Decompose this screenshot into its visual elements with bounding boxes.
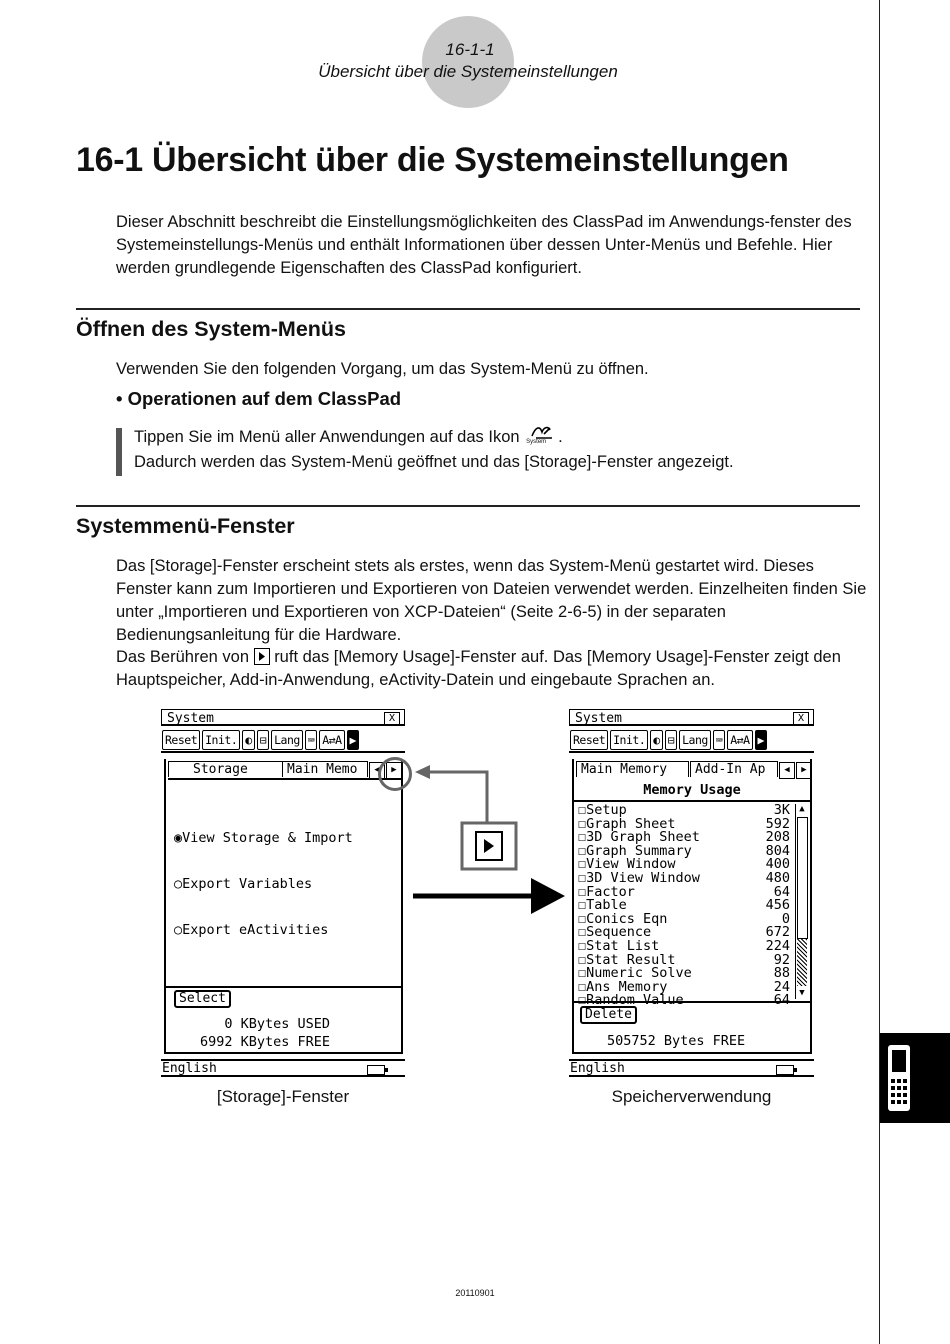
memory-window — [569, 709, 814, 1081]
tab-row — [166, 759, 401, 779]
option-view-storage[interactable]: ◉View Storage & Import — [174, 830, 353, 846]
footer-code: 20110901 — [455, 1288, 495, 1298]
tab-storage[interactable]: Storage — [168, 761, 283, 777]
battery-settings-icon[interactable]: ⊟ — [665, 730, 677, 750]
margin-line — [879, 0, 880, 1344]
option-export-variables[interactable]: ○Export Variables — [174, 876, 313, 892]
status-bar — [161, 1059, 405, 1077]
title-bar — [569, 709, 814, 726]
reset-button[interactable]: Reset — [162, 730, 200, 750]
left-arrow-icon[interactable]: ◀ — [779, 762, 795, 779]
memory-row-name: ☐Graph Sheet — [578, 815, 676, 832]
tab-main-memory[interactable]: Main Memory — [576, 761, 689, 777]
battery-settings-icon[interactable]: ⊟ — [257, 730, 269, 750]
caption-memory: Speicherverwendung — [611, 1087, 772, 1106]
contrast-icon[interactable]: ◐ — [650, 730, 662, 750]
system-app-icon — [524, 424, 558, 448]
title-bar — [161, 709, 405, 726]
memory-row-value: 88 — [773, 965, 790, 982]
app-title: System — [167, 711, 214, 726]
memory-row-value: 480 — [765, 870, 790, 886]
right-arrow-icon[interactable]: ▶ — [796, 762, 812, 779]
battery-icon — [776, 1065, 794, 1075]
step-1-end: . — [558, 428, 563, 446]
kbytes-used: 0 KBytes USED — [200, 1016, 331, 1032]
init-button[interactable]: Init. — [610, 730, 648, 750]
right-arrow-icon[interactable]: ▶ — [347, 730, 359, 750]
battery-icon — [367, 1065, 385, 1075]
connector-arrows — [405, 760, 575, 920]
calculator-icon — [880, 1033, 950, 1123]
scroll-thumb[interactable] — [797, 817, 808, 939]
contrast-icon[interactable]: ◐ — [242, 730, 254, 750]
right-arrow-button-icon — [254, 648, 270, 665]
memory-row-value: 24 — [773, 978, 790, 995]
system-icon-label: System — [526, 439, 547, 445]
memory-row-value: 3K — [773, 802, 790, 818]
memory-row-value: 0 — [781, 910, 790, 927]
option-export-eactivities[interactable]: ○Export eActivities — [174, 922, 329, 938]
memory-row-value: 64 — [773, 992, 790, 1009]
reset-button[interactable]: Reset — [570, 730, 608, 750]
memory-row-name: ☐3D View Window — [578, 870, 700, 886]
scroll-down-icon[interactable]: ▼ — [799, 988, 805, 998]
init-button[interactable]: Init. — [202, 730, 240, 750]
section1-text: Verwenden Sie den folgenden Vorgang, um das System-Menü zu öffnen. — [116, 360, 649, 378]
page-number: 16-1-1 — [445, 40, 495, 59]
scrollbar[interactable] — [795, 804, 808, 999]
memory-panel — [572, 759, 812, 1009]
step-1-text: Tippen Sie im Menü aller Anwendungen auf das Ikon — [134, 428, 520, 446]
memory-row-value: 672 — [765, 924, 790, 941]
right-arrow-icon[interactable]: ▶ — [755, 730, 767, 750]
memory-row-name: ☐Sequence — [578, 924, 652, 941]
scroll-up-icon[interactable]: ▲ — [799, 804, 805, 814]
intro-paragraph: Dieser Abschnitt beschreibt die Einstellungsmöglichkeiten des ClassPad im Anwendungs-fenster des Systemeinstellungs-Menüs und enthält Informationen über dessen Unter-Menüs und Befehle. Hier werden grundlegende Eigenschaften des ClassPad konfiguriert. — [116, 213, 852, 277]
memory-row-value: 592 — [765, 815, 790, 832]
close-icon[interactable]: X — [384, 712, 400, 726]
memory-row-value: 64 — [773, 883, 790, 900]
delete-button[interactable]: Delete — [580, 1006, 637, 1024]
memory-usage-heading: Memory Usage — [574, 780, 810, 802]
memory-row-name: ☐Stat Result — [578, 951, 676, 968]
close-icon[interactable]: X — [793, 712, 809, 726]
app-title: System — [575, 711, 622, 726]
memory-row-name: ☐Ans Memory — [578, 978, 668, 995]
lang-button[interactable]: Lang — [271, 730, 303, 750]
bytes-free: 505752 Bytes FREE — [607, 1033, 746, 1049]
keyboard-icon[interactable]: ⌨ — [305, 730, 317, 750]
caption-storage: [Storage]-Fenster — [216, 1087, 350, 1106]
memory-row-value: 224 — [765, 938, 790, 954]
left-arrow-icon[interactable]: ◀ — [369, 762, 385, 779]
memory-row-name: ☐Setup — [578, 802, 627, 818]
memory-row-name: ☐Numeric Solve — [578, 965, 692, 982]
status-bar — [569, 1059, 814, 1077]
storage-footer — [164, 988, 403, 1054]
memory-row-name: ☐View Window — [578, 856, 676, 873]
keyboard-icon[interactable]: ⌨ — [713, 730, 725, 750]
memory-row-value: 804 — [765, 842, 790, 859]
language-label: English — [570, 1061, 625, 1076]
memory-row-name: ☐3D Graph Sheet — [578, 829, 700, 846]
running-title: Übersicht über die Systemeinstellungen — [318, 62, 618, 81]
storage-panel — [164, 759, 403, 988]
memory-row-name: ☐Factor — [578, 883, 635, 900]
right-arrow-icon[interactable]: ▶ — [386, 762, 402, 779]
tab-row — [574, 759, 810, 779]
memory-list — [574, 802, 810, 1009]
tab-main-memory[interactable]: Main Memo — [282, 761, 368, 777]
language-label: English — [162, 1061, 217, 1076]
font-icon[interactable]: A⇄A — [727, 730, 752, 750]
section2-para1: Das [Storage]-Fenster erscheint stets als erstes, wenn das System-Menü gestartet wird. Dieses Fenster kann zum Importieren und Exportieren von Dateien verwendet werden. Einzelheiten finden Sie unter „Importieren und Exportieren von XCP-Dateien“ (Seite 2-6-5) in der separaten Bedienungsanleitung für die Hardware. — [116, 557, 867, 644]
memory-row-name: ☐Random Value — [578, 992, 684, 1009]
storage-window — [161, 709, 405, 1081]
page-title: 16-1 Übersicht über die Systemeinstellungen — [76, 141, 789, 179]
lang-button[interactable]: Lang — [679, 730, 711, 750]
tab-add-in[interactable]: Add-In Ap — [690, 761, 778, 777]
memory-row-value: 456 — [765, 897, 790, 914]
scroll-track — [797, 939, 807, 986]
memory-row-value: 92 — [773, 951, 790, 968]
step-bar — [116, 428, 122, 476]
select-button[interactable]: Select — [174, 990, 231, 1008]
section-rule — [76, 505, 860, 507]
memory-row-name: ☐Stat List — [578, 938, 660, 954]
kbytes-free: 6992 KBytes FREE — [200, 1034, 331, 1050]
font-icon[interactable]: A⇄A — [319, 730, 344, 750]
bullet-heading: • Operationen auf dem ClassPad — [116, 388, 402, 409]
section-heading-open: Öffnen des System-Menüs — [76, 317, 346, 341]
section-heading-window: Systemmenü-Fenster — [76, 514, 295, 538]
section-rule — [76, 308, 860, 310]
para2-start: Das Berühren von — [116, 648, 249, 666]
chapter-tab — [880, 1033, 950, 1123]
memory-row-value: 208 — [765, 829, 790, 846]
memory-row-name: ☐Conics Eqn — [578, 910, 668, 927]
tab-underline — [168, 778, 401, 780]
memory-footer — [572, 1003, 812, 1054]
section2-para2 — [116, 646, 868, 692]
memory-row-name: ☐Graph Summary — [578, 842, 692, 859]
memory-row-value: 400 — [765, 856, 790, 873]
toolbar — [161, 729, 405, 753]
step-2: Dadurch werden das System-Menü geöffnet und das [Storage]-Fenster angezeigt. — [134, 453, 734, 471]
memory-row-name: ☐Table — [578, 897, 627, 914]
para2-end: ruft das [Memory Usage]-Fenster auf. Das [Memory Usage]-Fenster zeigt den Hauptspeicher, Add-in-Anwendung, eActivity-Datein und eingebaute Sprachen an. — [116, 648, 841, 689]
step-1 — [134, 424, 563, 448]
toolbar — [569, 729, 814, 753]
